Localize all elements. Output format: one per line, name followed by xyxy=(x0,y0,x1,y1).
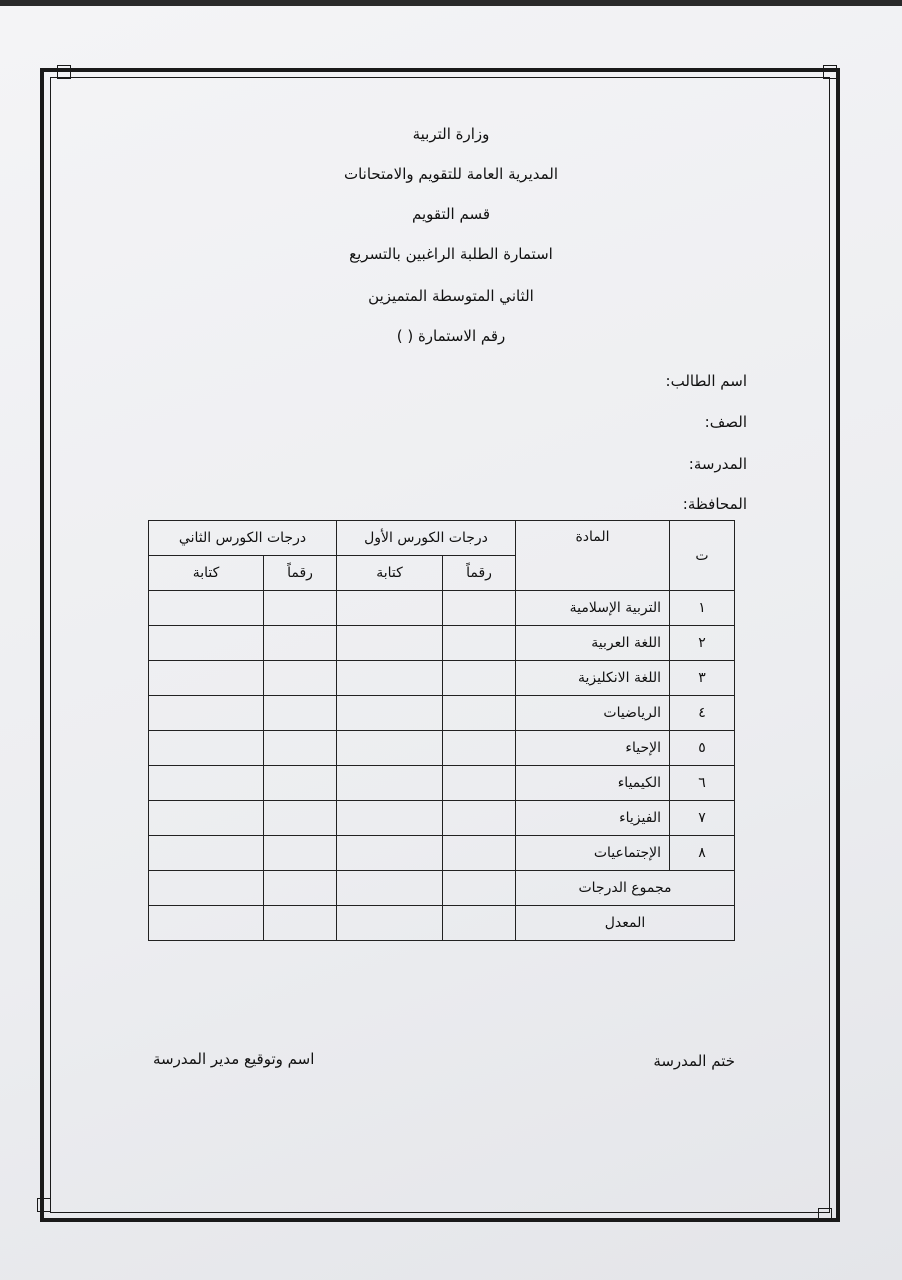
school-stamp-label: ختم المدرسة xyxy=(653,1052,735,1070)
grade-cell[interactable] xyxy=(149,626,264,661)
total-row xyxy=(149,871,735,906)
row-number: ٣ xyxy=(670,661,735,696)
grade-cell[interactable] xyxy=(443,906,516,941)
border-corner xyxy=(818,1208,832,1222)
grade-cell[interactable] xyxy=(337,766,443,801)
grade-cell[interactable] xyxy=(264,836,337,871)
grade-cell[interactable] xyxy=(264,696,337,731)
border-corner xyxy=(823,65,837,79)
table-row xyxy=(149,696,735,731)
header-course1: درجات الكورس الأول xyxy=(337,521,516,556)
grade-cell[interactable] xyxy=(337,836,443,871)
grade-title: الثاني المتوسطة المتميزين xyxy=(368,287,534,305)
grade-cell[interactable] xyxy=(337,731,443,766)
grade-cell[interactable] xyxy=(149,836,264,871)
grade-cell[interactable] xyxy=(337,661,443,696)
grade-cell[interactable] xyxy=(443,626,516,661)
subject-name: اللغة الانكليزية xyxy=(516,661,670,696)
table-row xyxy=(149,766,735,801)
row-number: ١ xyxy=(670,591,735,626)
form-number: رقم الاستمارة ( ) xyxy=(396,327,506,345)
table-row xyxy=(149,661,735,696)
department-title: قسم التقويم xyxy=(411,205,491,223)
border-corner xyxy=(37,1198,51,1212)
grade-cell[interactable] xyxy=(264,766,337,801)
grade-cell[interactable] xyxy=(264,626,337,661)
grade-cell[interactable] xyxy=(149,696,264,731)
form-title: استمارة الطلبة الراغبين بالتسريع xyxy=(349,245,553,263)
table-row xyxy=(149,836,735,871)
student-name-label: اسم الطالب: xyxy=(665,372,747,390)
grade-cell[interactable] xyxy=(337,906,443,941)
grade-cell[interactable] xyxy=(264,801,337,836)
grade-cell[interactable] xyxy=(149,871,264,906)
table-row xyxy=(149,731,735,766)
ministry-title: وزارة التربية xyxy=(412,125,490,143)
grade-cell[interactable] xyxy=(149,906,264,941)
average-label: المعدل xyxy=(516,906,735,941)
grade-cell[interactable] xyxy=(337,591,443,626)
subject-name: الكيمياء xyxy=(516,766,670,801)
grade-cell[interactable] xyxy=(264,731,337,766)
grade-cell[interactable] xyxy=(443,801,516,836)
header-course1-digits: رقماً xyxy=(443,556,516,591)
subject-name: اللغة العربية xyxy=(516,626,670,661)
row-number: ٤ xyxy=(670,696,735,731)
grade-cell[interactable] xyxy=(264,661,337,696)
principal-signature-label: اسم وتوقيع مدير المدرسة xyxy=(153,1050,315,1068)
header-course1-words: كتابة xyxy=(337,556,443,591)
grade-cell[interactable] xyxy=(443,661,516,696)
governorate-label: المحافظة: xyxy=(682,495,747,513)
grade-cell[interactable] xyxy=(337,801,443,836)
row-number: ٥ xyxy=(670,731,735,766)
table-row xyxy=(149,591,735,626)
table-row xyxy=(149,626,735,661)
grade-cell[interactable] xyxy=(443,591,516,626)
row-number: ٦ xyxy=(670,766,735,801)
school-label: المدرسة: xyxy=(688,455,747,473)
header-course2: درجات الكورس الثاني xyxy=(149,521,337,556)
grade-cell[interactable] xyxy=(443,871,516,906)
total-label: مجموع الدرجات xyxy=(516,871,735,906)
grade-cell[interactable] xyxy=(149,591,264,626)
subject-name: الرياضيات xyxy=(516,696,670,731)
grade-cell[interactable] xyxy=(264,906,337,941)
grade-cell[interactable] xyxy=(443,836,516,871)
grade-cell[interactable] xyxy=(264,591,337,626)
subject-name: الإحياء xyxy=(516,731,670,766)
subject-name: الفيزياء xyxy=(516,801,670,836)
row-number: ٧ xyxy=(670,801,735,836)
average-row xyxy=(149,906,735,941)
grade-cell[interactable] xyxy=(337,871,443,906)
grade-cell[interactable] xyxy=(149,661,264,696)
header-no: ت xyxy=(670,521,735,591)
subject-name: التربية الإسلامية xyxy=(516,591,670,626)
photo-edge xyxy=(0,0,902,6)
grades-table xyxy=(148,520,735,941)
grade-cell[interactable] xyxy=(264,871,337,906)
row-number: ٢ xyxy=(670,626,735,661)
class-label: الصف: xyxy=(704,413,747,431)
header-course2-digits: رقماً xyxy=(264,556,337,591)
grade-cell[interactable] xyxy=(443,766,516,801)
directorate-title: المديرية العامة للتقويم والامتحانات xyxy=(343,165,559,183)
grade-cell[interactable] xyxy=(149,801,264,836)
subject-name: الإجتماعيات xyxy=(516,836,670,871)
grade-cell[interactable] xyxy=(443,696,516,731)
border-corner xyxy=(57,65,71,79)
grade-cell[interactable] xyxy=(149,766,264,801)
header-subject: المادة xyxy=(516,521,670,591)
grade-cell[interactable] xyxy=(337,696,443,731)
grade-cell[interactable] xyxy=(443,731,516,766)
row-number: ٨ xyxy=(670,836,735,871)
header-course2-words: كتابة xyxy=(149,556,264,591)
table-row xyxy=(149,801,735,836)
grade-cell[interactable] xyxy=(149,731,264,766)
grade-cell[interactable] xyxy=(337,626,443,661)
